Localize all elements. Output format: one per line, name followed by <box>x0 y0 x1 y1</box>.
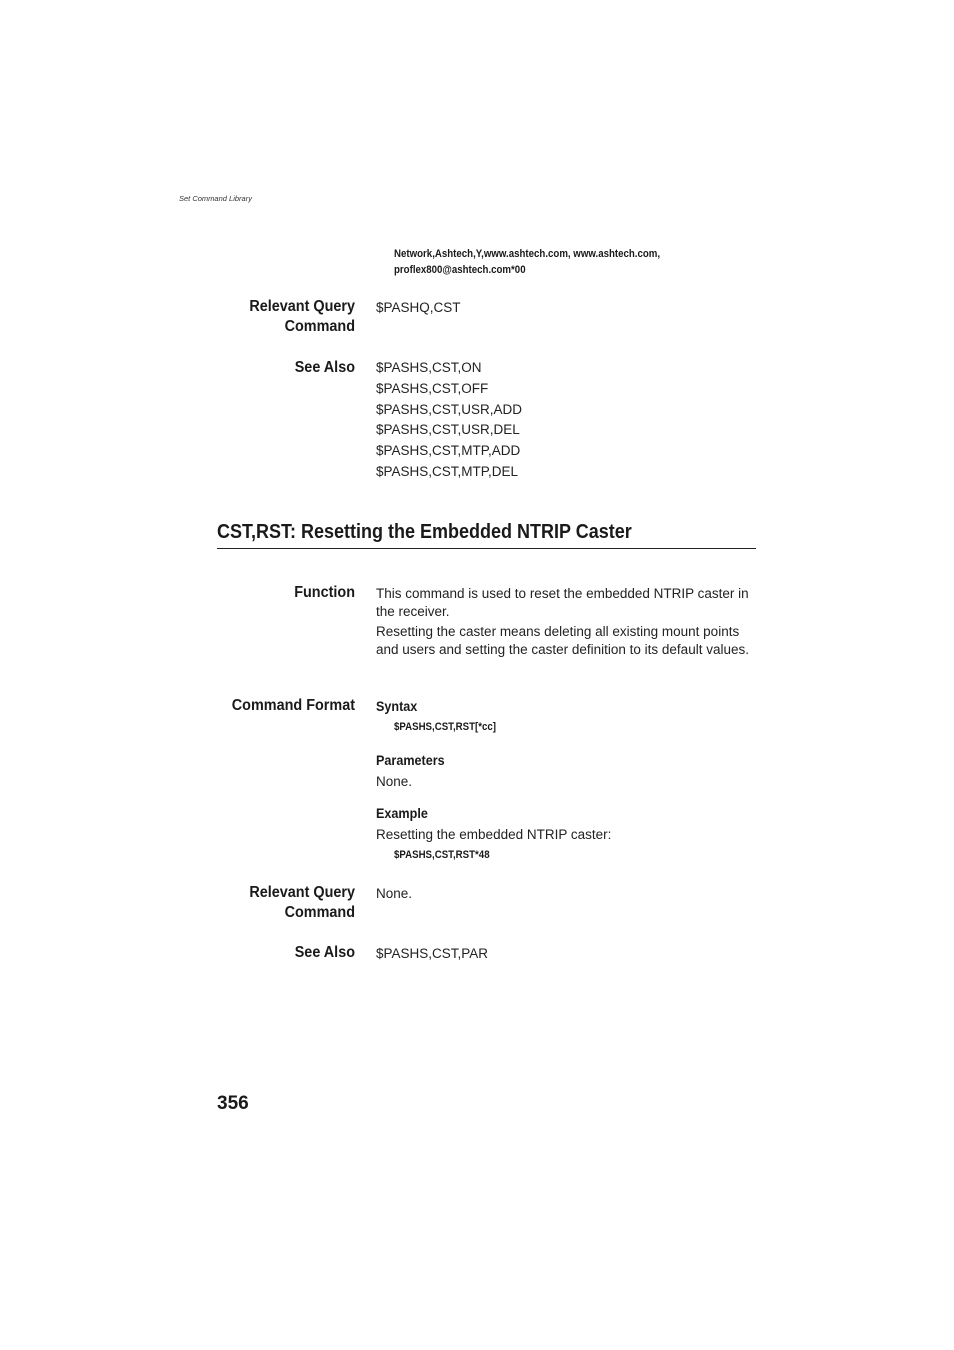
function-label: Function <box>294 584 355 601</box>
example-heading: Example <box>376 805 428 821</box>
continued-example <box>394 246 696 278</box>
section-title-text: CST,RST: Resetting the Embedded NTRIP Caster <box>217 521 632 543</box>
label-line: Relevant Query <box>249 298 355 315</box>
relevant-query-value: None. <box>376 886 413 901</box>
label-line: Command <box>284 904 355 921</box>
see-also-item: $PASHS,CST,ON <box>376 360 482 375</box>
example-description: Resetting the embedded NTRIP caster: <box>376 827 612 842</box>
parameters-heading: Parameters <box>376 752 445 768</box>
example-code: $PASHS,CST,RST*48 <box>394 849 490 861</box>
section-title <box>217 520 756 549</box>
syntax-heading: Syntax <box>376 698 418 714</box>
see-also-value: $PASHS,CST,PAR <box>376 946 489 961</box>
see-also-item: $PASHS,CST,MTP,ADD <box>376 443 521 459</box>
relevant-query-label <box>175 297 355 337</box>
function-paragraph: Resetting the caster means deleting all existing mount points and users and setting the caster definition to its default values. <box>376 624 749 657</box>
function-description <box>376 585 761 658</box>
see-also-item: $PASHS,CST,OFF <box>376 380 489 396</box>
command-format-label: Command Format <box>231 697 355 714</box>
example-code-line: Network,Ashtech,Y,www.ashtech.com, www.ashtech.com, <box>394 248 661 260</box>
parameters-value: None. <box>376 774 413 789</box>
relevant-query-value: $PASHQ,CST <box>376 300 461 315</box>
label-line: Relevant Query <box>249 884 355 901</box>
example-code-line: proflex800@ashtech.com*00 <box>394 264 526 276</box>
label-line: Command <box>284 318 355 335</box>
running-header: Set Command Library <box>179 194 252 203</box>
relevant-query-label <box>175 883 355 923</box>
syntax-code: $PASHS,CST,RST[*cc] <box>394 721 497 733</box>
function-paragraph: This command is used to reset the embedded NTRIP caster in the receiver. <box>376 586 749 619</box>
see-also-item: $PASHS,CST,USR,DEL <box>376 422 520 438</box>
see-also-item: $PASHS,CST,MTP,DEL <box>376 463 519 479</box>
page-number: 356 <box>217 1093 249 1114</box>
see-also-list <box>376 358 522 483</box>
see-also-label: See Also <box>294 359 355 376</box>
see-also-item: $PASHS,CST,USR,ADD <box>376 401 523 417</box>
see-also-label: See Also <box>294 944 355 961</box>
